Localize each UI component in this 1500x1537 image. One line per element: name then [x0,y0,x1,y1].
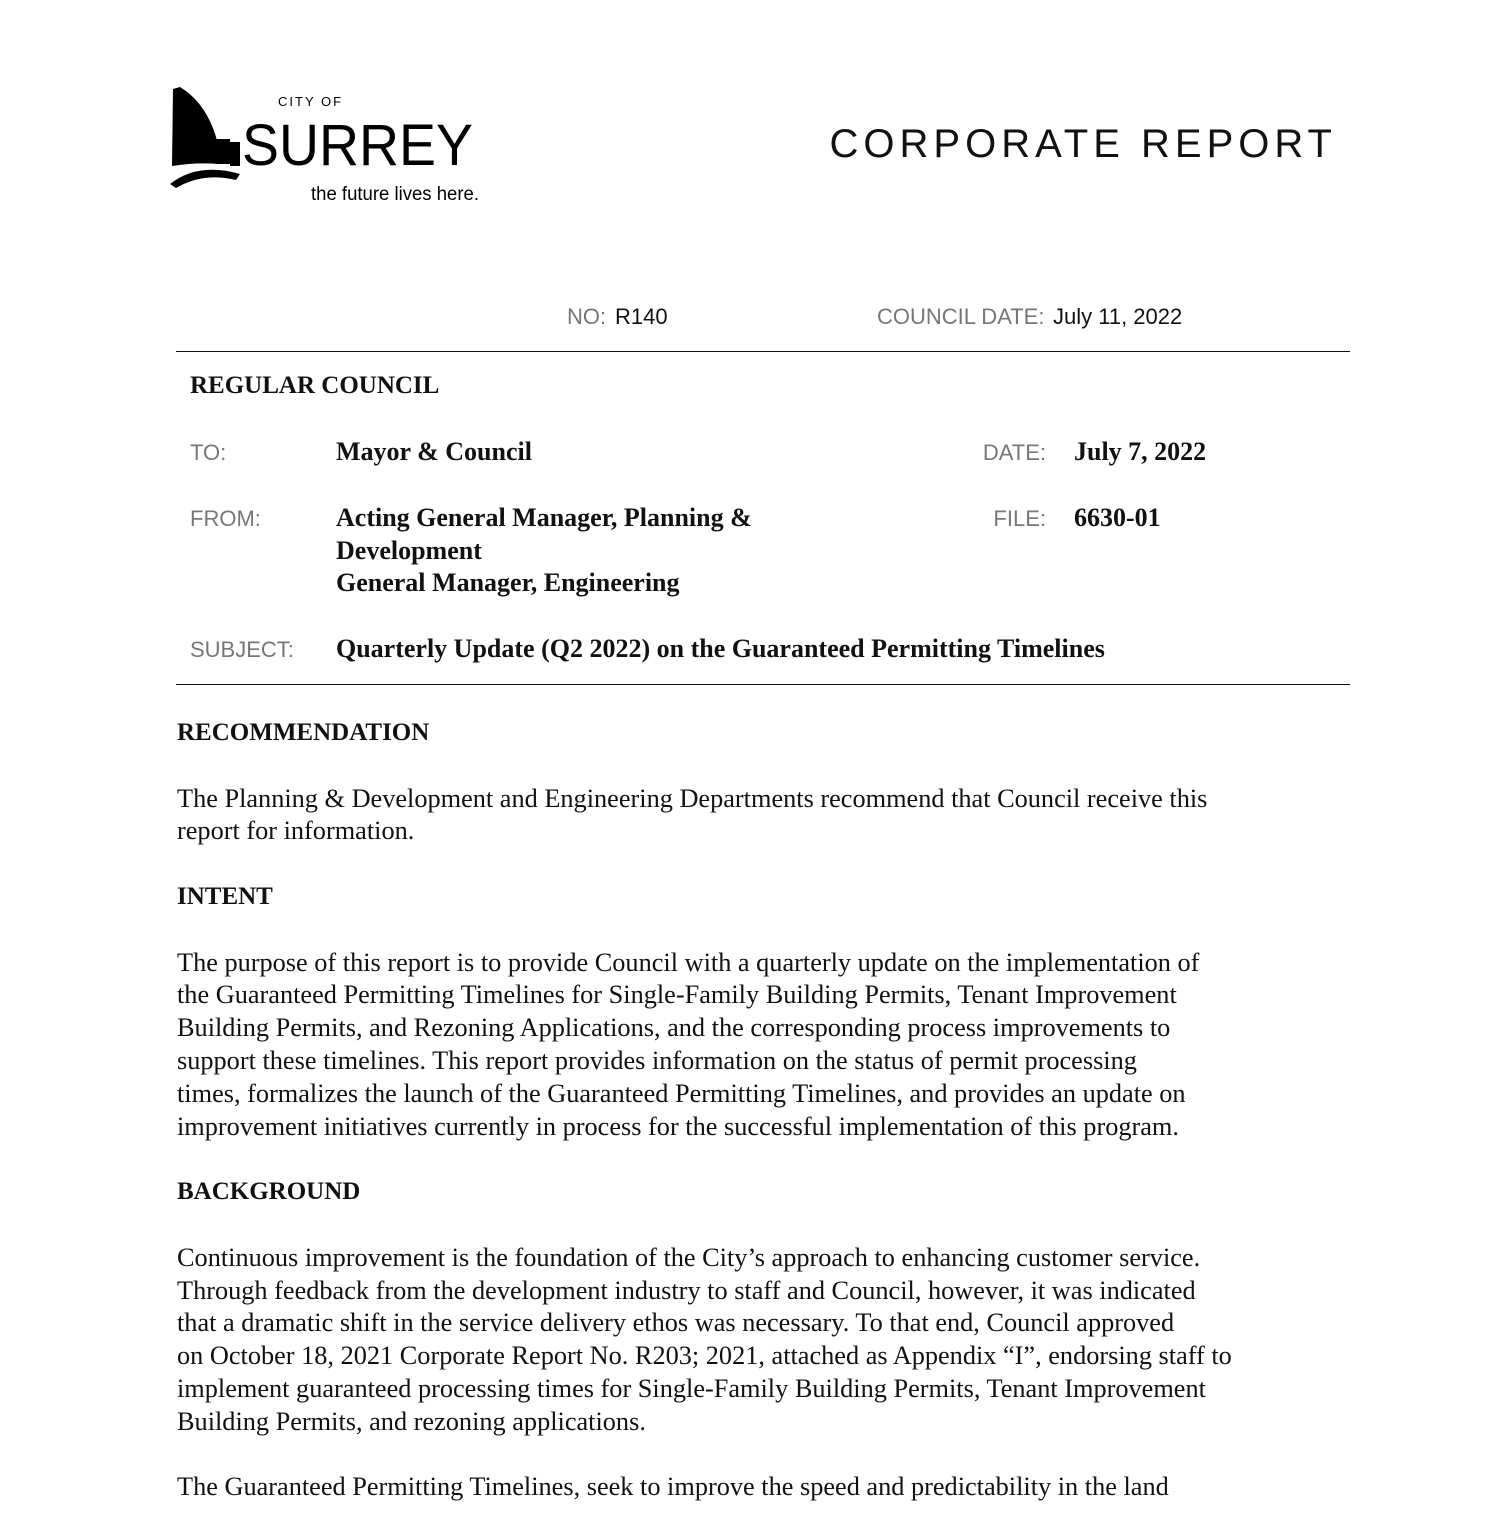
report-title: CORPORATE REPORT [829,122,1337,166]
report-number-label: NO: [567,304,607,329]
from-value [336,502,752,600]
text-line: report for information. [177,816,415,846]
from-label: FROM: [190,506,261,531]
report-body [177,717,1377,1537]
logo-city-of: CITY OF [278,94,344,109]
report-number: R140 [615,304,668,329]
subject-label: SUBJECT: [190,637,294,662]
section-heading-intent: INTENT [177,882,273,910]
date-value: July 7, 2022 [1074,437,1207,466]
text-line: the Guaranteed Permitting Timelines for Single-Family Building Permits, Tenant Improvement [177,980,1177,1010]
section-heading-background: BACKGROUND [177,1178,361,1206]
text-line: Continuous improvement is the foundation of the City’s approach to enhancing customer service. [177,1242,1201,1272]
text-line: support these timelines. This report provides information on the status of permit processing [177,1045,1137,1075]
logo-tagline: the future lives here. [311,184,479,205]
text-line: Building Permits, and rezoning applications. [177,1406,646,1436]
date-label: DATE: [982,440,1046,465]
text-line: The Guaranteed Permitting Timelines, seek to improve the speed and predictability in the land [177,1472,1169,1502]
text-line: Building Permits, and Rezoning Applications, and the corresponding process improvements to [177,1013,1171,1043]
header-rule-bottom [176,684,1350,685]
text-line: that a dramatic shift in the service delivery ethos was necessary. To that end, Council approved [177,1308,1175,1338]
intent-paragraph [177,947,1377,1144]
from-line: Acting General Manager, Planning & [336,503,752,532]
text-line: times, formalizes the launch of the Guaranteed Permitting Timelines, and provides an update on [177,1078,1186,1108]
logo-name: SURREY [242,113,473,178]
council-date-label: COUNCIL DATE: [877,304,1045,329]
file-value: 6630-01 [1074,503,1161,532]
to-label: TO: [190,440,227,465]
to-value: Mayor & Council [336,437,532,466]
file-label: FILE: [993,506,1046,531]
city-of-surrey-logo [168,80,483,206]
from-line: Development [336,535,482,565]
subject-value: Quarterly Update (Q2 2022) on the Guaranteed Permitting Timelines [336,634,1105,663]
text-line: Through feedback from the development industry to staff and Council, however, it was indicated [177,1275,1196,1305]
text-line: implement guaranteed processing times for Single-Family Building Permits, Tenant Improvement [177,1373,1206,1403]
sail-icon [168,80,483,206]
from-line: General Manager, Engineering [336,568,680,597]
background-paragraph-2 [177,1471,1377,1504]
text-line: improvement initiatives currently in process for the successful implementation of this program. [177,1111,1179,1141]
section-heading-recommendation: RECOMMENDATION [177,719,430,746]
text-line: The purpose of this report is to provide Council with a quarterly update on the implementation of [177,947,1200,977]
text-line: The Planning & Development and Engineering Departments recommend that Council receive this [177,783,1208,813]
recommendation-paragraph [177,783,1377,849]
council-date: July 11, 2022 [1053,304,1183,329]
meeting-type: REGULAR COUNCIL [190,372,440,399]
background-paragraph [177,1242,1377,1439]
header-rule-top [176,351,1350,352]
text-line: on October 18, 2021 Corporate Report No. R203; 2021, attached as Appendix “I”, endorsing staff to [177,1341,1232,1371]
